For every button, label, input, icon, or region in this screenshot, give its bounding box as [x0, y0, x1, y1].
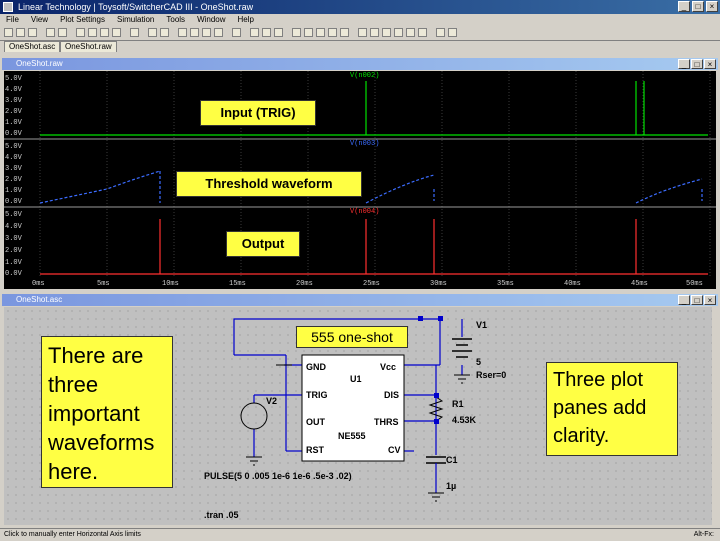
- pin-label-cv: CV: [388, 445, 401, 455]
- status-shortcut: Alt-Fx:: [693, 531, 714, 538]
- x-tick: 20ms: [296, 280, 313, 288]
- c1-symbol[interactable]: [426, 457, 446, 463]
- component-icon[interactable]: [340, 28, 349, 37]
- trace-label-output[interactable]: V(n004): [350, 208, 380, 216]
- v1-label: V1: [476, 320, 488, 330]
- drag-icon[interactable]: [370, 28, 379, 37]
- x-tick: 35ms: [497, 280, 514, 288]
- pin-label-gnd: GND: [306, 362, 326, 372]
- tab-oneshot-asc[interactable]: OneShot.asc: [4, 41, 60, 52]
- pin-label-out: OUT: [306, 417, 325, 427]
- plot-window-title: OneShot.raw: [16, 59, 63, 68]
- y-tick: 4.0V: [5, 154, 22, 162]
- autorange-icon[interactable]: [130, 28, 139, 37]
- callout-input-trig: Input (TRIG): [200, 100, 316, 126]
- pulse-directive[interactable]: PULSE(5 0 .005 1e-6 1e-6 .5e-3 .02): [204, 471, 352, 481]
- text-icon[interactable]: [436, 28, 445, 37]
- pin-label-trig: TRIG: [306, 390, 328, 400]
- x-tick: 50ms: [686, 280, 703, 288]
- undo-icon[interactable]: [382, 28, 391, 37]
- tile-icon[interactable]: [148, 28, 157, 37]
- tab-oneshot-raw[interactable]: OneShot.raw: [60, 41, 117, 52]
- tab-bar: [0, 40, 720, 52]
- y-tick: 1.0V: [5, 259, 22, 267]
- wire-icon[interactable]: [250, 28, 259, 37]
- y-tick: 5.0V: [5, 75, 22, 83]
- menu-bar: [0, 14, 720, 26]
- x-tick: 0ms: [32, 280, 45, 288]
- y-tick: 3.0V: [5, 97, 22, 105]
- y-tick: 0.0V: [5, 130, 22, 138]
- save-icon[interactable]: [28, 28, 37, 37]
- zoom-out-icon[interactable]: [100, 28, 109, 37]
- callout-555-one-shot: 555 one-shot: [296, 326, 408, 348]
- trace-output[interactable]: [40, 219, 708, 274]
- y-tick: 4.0V: [5, 223, 22, 231]
- plot-maximize-button[interactable]: □: [691, 59, 703, 69]
- move-icon[interactable]: [358, 28, 367, 37]
- v1-rser: Rser=0: [476, 370, 507, 380]
- pin-label-thrs: THRS: [374, 417, 399, 427]
- schematic-minimize-button[interactable]: _: [678, 295, 690, 305]
- menu-file[interactable]: File: [6, 15, 19, 24]
- schematic-close-button[interactable]: ×: [704, 295, 716, 305]
- zoom-fit-icon[interactable]: [112, 28, 121, 37]
- zoom-in-icon[interactable]: [76, 28, 85, 37]
- schematic-window-title-bar: [2, 294, 718, 306]
- trace-input[interactable]: [40, 81, 708, 135]
- menu-simulation[interactable]: Simulation: [117, 15, 155, 24]
- c1-label: C1: [446, 455, 458, 465]
- ground-icon[interactable]: [262, 28, 271, 37]
- cascade-icon[interactable]: [160, 28, 169, 37]
- menu-plot-settings[interactable]: Plot Settings: [60, 15, 106, 24]
- y-tick: 0.0V: [5, 198, 22, 206]
- minimize-button[interactable]: _: [678, 1, 690, 12]
- x-tick: 30ms: [430, 280, 447, 288]
- status-bar: [0, 528, 720, 541]
- schematic-maximize-button[interactable]: □: [691, 295, 703, 305]
- find-icon[interactable]: [214, 28, 223, 37]
- c1-value: 1µ: [446, 481, 457, 491]
- trace-threshold[interactable]: [40, 171, 702, 203]
- y-tick: 2.0V: [5, 247, 22, 255]
- close-button[interactable]: ×: [706, 1, 718, 12]
- plot-minimize-button[interactable]: _: [678, 59, 690, 69]
- x-tick: 25ms: [363, 280, 380, 288]
- copy-icon[interactable]: [190, 28, 199, 37]
- app-icon: [3, 2, 13, 12]
- v1-source-symbol[interactable]: [452, 339, 472, 357]
- mirror-icon[interactable]: [418, 28, 427, 37]
- y-tick: 1.0V: [5, 187, 22, 195]
- pin-label-dis: DIS: [384, 390, 400, 400]
- open-icon[interactable]: [16, 28, 25, 37]
- x-tick: 15ms: [229, 280, 246, 288]
- status-text: Click to manually enter Horizontal Axis limits: [4, 531, 141, 538]
- v2-label: V2: [266, 396, 278, 406]
- y-tick: 4.0V: [5, 86, 22, 94]
- y-tick: 2.0V: [5, 108, 22, 116]
- y-tick: 5.0V: [5, 143, 22, 151]
- r1-value: 4.53K: [452, 415, 477, 425]
- y-tick: 3.0V: [5, 235, 22, 243]
- maximize-button[interactable]: □: [692, 1, 704, 12]
- new-icon[interactable]: [4, 28, 13, 37]
- callout-three-panes: Three plot panes add clarity.: [546, 362, 678, 456]
- x-tick: 5ms: [97, 280, 110, 288]
- menu-tools[interactable]: Tools: [166, 15, 186, 24]
- diode-icon[interactable]: [328, 28, 337, 37]
- plot-window-title-bar: [2, 58, 718, 70]
- paste-icon[interactable]: [202, 28, 211, 37]
- trace-label-input[interactable]: V(n002): [350, 72, 380, 80]
- callout-output: Output: [226, 231, 300, 257]
- pan-icon[interactable]: [88, 28, 97, 37]
- label-icon[interactable]: [274, 28, 283, 37]
- window-title: Linear Technology | Toysoft/SwitcherCAD III - OneShot.raw: [18, 2, 254, 12]
- part-label: NE555: [338, 431, 366, 441]
- callout-threshold: Threshold waveform: [176, 171, 362, 197]
- u1-label: U1: [350, 374, 362, 384]
- plot-grid: [40, 71, 710, 276]
- title-bar: [0, 0, 720, 14]
- cut-icon[interactable]: [178, 28, 187, 37]
- menu-view[interactable]: View: [30, 15, 49, 24]
- v1-value: 5: [476, 357, 482, 367]
- tran-directive[interactable]: .tran .05: [204, 510, 239, 520]
- y-tick: 3.0V: [5, 165, 22, 173]
- menu-window[interactable]: Window: [197, 15, 226, 24]
- plot-close-button[interactable]: ×: [704, 59, 716, 69]
- spice-directive-icon[interactable]: [448, 28, 457, 37]
- schematic-window-title: OneShot.asc: [16, 295, 63, 304]
- x-tick: 10ms: [162, 280, 179, 288]
- resistor-icon[interactable]: [292, 28, 301, 37]
- r1-label: R1: [452, 399, 464, 409]
- y-tick: 2.0V: [5, 176, 22, 184]
- callout-three-waveforms: There are three important waveforms here.: [41, 336, 173, 488]
- y-tick: 0.0V: [5, 270, 22, 278]
- y-tick: 5.0V: [5, 211, 22, 219]
- v2-source-symbol[interactable]: [241, 403, 267, 429]
- y-tick: 1.0V: [5, 119, 22, 127]
- inductor-icon[interactable]: [316, 28, 325, 37]
- x-tick: 40ms: [564, 280, 581, 288]
- menu-help[interactable]: Help: [237, 15, 254, 24]
- pin-label-vcc: Vcc: [380, 362, 397, 372]
- pin-label-rst: RST: [306, 445, 324, 455]
- run-icon[interactable]: [46, 28, 55, 37]
- capacitor-icon[interactable]: [304, 28, 313, 37]
- x-tick: 45ms: [631, 280, 648, 288]
- redo-icon[interactable]: [394, 28, 403, 37]
- halt-icon[interactable]: [58, 28, 67, 37]
- trace-label-threshold[interactable]: V(n003): [350, 140, 380, 148]
- print-icon[interactable]: [232, 28, 241, 37]
- rotate-icon[interactable]: [406, 28, 415, 37]
- toolbar: [0, 26, 720, 41]
